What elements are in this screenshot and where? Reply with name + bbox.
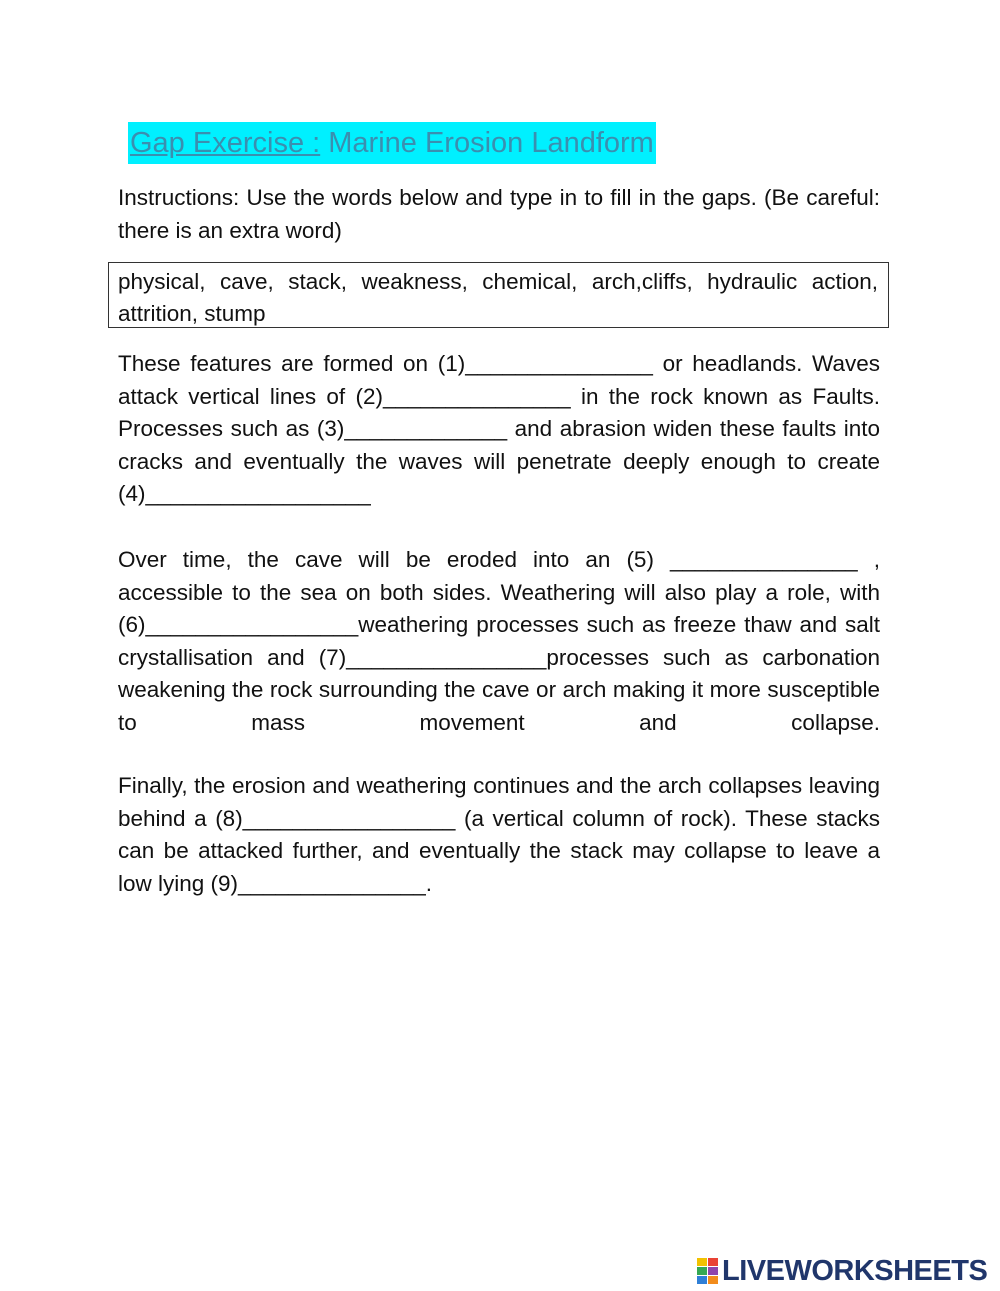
gap-7[interactable]: (7)________________ xyxy=(318,644,547,670)
paragraph-1-text-2: or headlands. Waves attack vertical lines of xyxy=(118,351,880,409)
liveworksheets-logo-icon xyxy=(697,1258,719,1285)
paragraph-3-text-2: (a vertical column of rock). These stacks can be attacked further, and eventually the stack may collapse to leave a low lying xyxy=(118,805,880,896)
word-bank: physical, cave, stack, weakness, chemical, arch,cliffs, hydraulic action, attrition, stump xyxy=(108,262,889,328)
paragraph-2-text-2: , accessible to the sea on both sides. Weathering will also play a role, with xyxy=(118,547,881,605)
gap-4[interactable]: (4)__________________ xyxy=(118,481,371,506)
gap-1[interactable]: (1)_______________ xyxy=(437,351,653,376)
paragraph-2-text-1: Over time, the cave will be eroded into an xyxy=(118,547,627,572)
gap-5[interactable]: (5) _______________ xyxy=(626,547,858,572)
gap-2[interactable]: (2)_______________ xyxy=(355,383,571,409)
paragraph-3-text-1: Finally, the erosion and weathering continues and the arch collapses leaving behind a xyxy=(118,773,880,831)
liveworksheets-logo-text: LIVEWORKSHEETS xyxy=(722,1255,988,1287)
paragraph-3 xyxy=(118,770,880,900)
paragraph-3-text-3: . xyxy=(425,870,433,896)
page-title xyxy=(128,122,656,164)
paragraph-2-text-4: processes such as carbonation weakening the rock surrounding the cave or arch making it more susceptible to mass movement and collapse. xyxy=(118,644,880,735)
paragraph-1-text-4: and abrasion widen these faults into cracks and eventually the waves will penetrate deeply enough to create xyxy=(118,416,880,474)
paragraph-2-text-3: weathering processes such as freeze thaw and salt crystallisation and xyxy=(118,612,880,670)
title-prefix: Gap Exercise : xyxy=(130,127,321,159)
paragraph-2 xyxy=(118,544,880,739)
gap-6[interactable]: (6)_________________ xyxy=(118,612,359,637)
instructions: Instructions: Use the words below and type in to fill in the gaps. (Be careful: there is an extra word) xyxy=(118,185,880,243)
gap-8[interactable]: (8)_________________ xyxy=(215,805,456,831)
paragraph-1-text-1: These features are formed on xyxy=(118,351,438,376)
liveworksheets-logo xyxy=(697,1256,987,1286)
gap-3[interactable]: (3)_____________ xyxy=(316,416,508,441)
title-main: Marine Erosion Landform xyxy=(320,127,654,159)
paragraph-1 xyxy=(118,348,880,511)
paragraph-1-text-3: in the rock known as Faults. Processes such as xyxy=(118,383,880,441)
gap-9[interactable]: (9)_______________ xyxy=(210,870,426,896)
